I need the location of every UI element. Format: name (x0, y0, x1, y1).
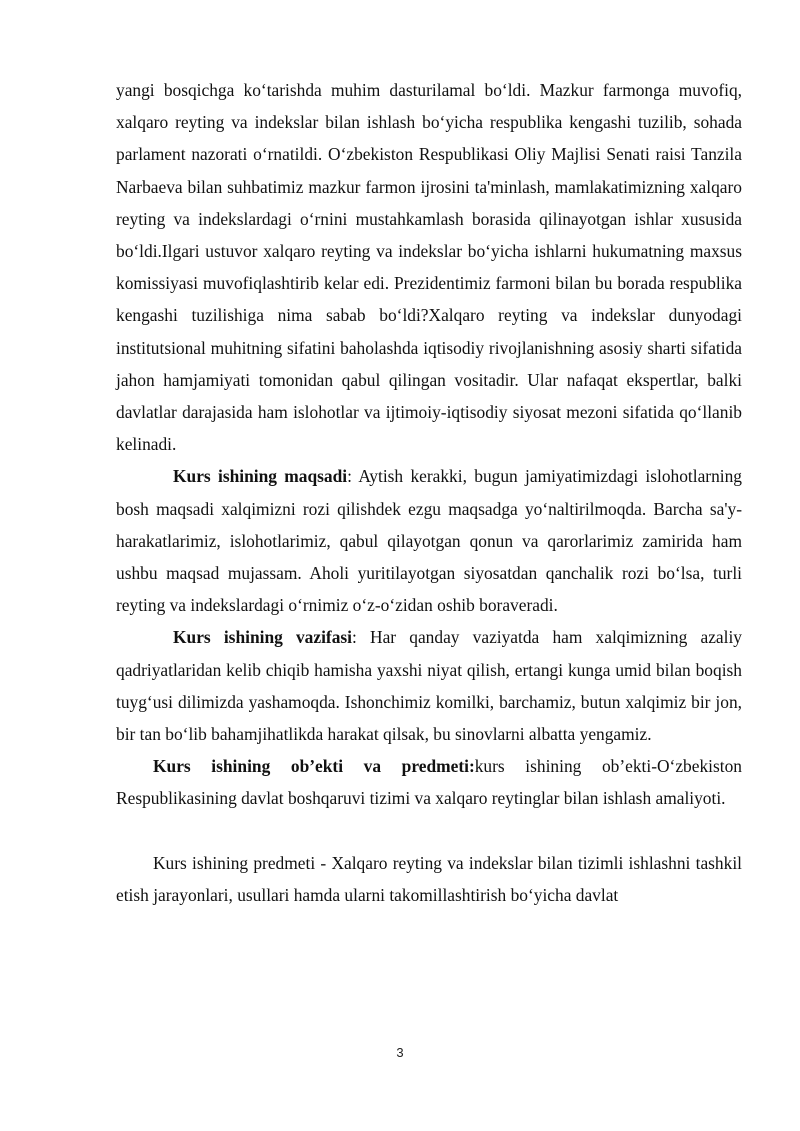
tasks-paragraph (116, 621, 742, 750)
tasks-heading: Kurs ishining vazifasi (173, 627, 353, 648)
paragraph-gap (116, 815, 742, 847)
goal-heading: Kurs ishining maqsadi (173, 466, 348, 487)
subject-paragraph: Kurs ishining predmeti - Xalqaro reyting va indekslar bilan tizimli ishlashni tashkil etish jarayonlari, usullari hamda ularni takomillashtirish bo‘yicha davlat (116, 852, 742, 905)
object-paragraph (116, 750, 742, 814)
goal-text: : Aytish kerakki, bugun jamiyatimizdagi islohotlarning bosh maqsadi xalqimizni rozi qilishdek ezgu maqsadga yo‘naltirilmoqda. Barcha sa'y-harakatlarimiz, islohotlarimiz, qabul qilayotgan qonun va qarorlarimiz zamirida ham ushbu maqsad mujassam. Aholi yuritilayotgan siyosatdan qanchalik rozi bo‘lsa, turli reyting va indekslardagi o‘rnimiz o‘z-o‘zidan oshib boraveradi. (116, 466, 742, 616)
tasks-text: : Har qanday vaziyatda ham xalqimizning azaliy qadriyatlaridan kelib chiqib hamisha yaxshi niyat qilish, ertangi kunga umid bilan boqish tuyg‘usi dilimizda yashamoqda. Ishonchimiz komilki, barchamiz, butun xalqimiz bir jon, bir tan bo‘lib bahamjihatlikda harakat qilsak, bu sinovlarni albatta yengamiz. (116, 627, 742, 745)
document-body (116, 74, 742, 911)
goal-paragraph (116, 460, 742, 621)
object-heading: Kurs ishining ob’ekti va predmeti: (153, 756, 475, 777)
object-text: kurs ishining ob’ekti-O‘zbekiston Respublikasining davlat boshqaruvi tizimi va xalqaro reytinglar bilan ishlash amaliyoti. (116, 756, 742, 809)
intro-paragraph: yangi bosqichga ko‘tarishda muhim dasturilamal bo‘ldi. Mazkur farmonga muvofiq, xalqaro reyting va indekslar bilan ishlash bo‘yicha respublika kengashi tuzilib, sohada parlament nazorati o‘rnatildi. O‘zbekiston Respublikasi Oliy Majlisi Senati raisi Tanzila Narbaeva bilan suhbatimiz mazkur farmon ijrosini ta'minlash, mamlakatimizning xalqaro reyting va indekslardagi o‘rnini mustahkamlash borasida qilinayotgan ishlar xususida bo‘ldi.Ilgari ustuvor xalqaro reyting va indekslar bo‘yicha ishlarni hukumatning maxsus komissiyasi muvofiqlashtirib kelar edi. Prezidentimiz farmoni bilan bu borada respublika kengashi tuzilishiga nima sabab bo‘ldi?Xalqaro reyting va indekslar dunyodagi institutsional muhitning sifatini baholashda iqtisodiy rivojlanishning asosiy sharti sifatida jahon hamjamiyati tomonidan qabul qilingan vositadir. Ular nafaqat ekspertlar, balki davlatlar darajasida ham islohotlar va ijtimoiy-iqtisodiy siyosat mezoni sifatida qo‘llanib kelinadi. (116, 80, 742, 455)
page-number: 3 (396, 1045, 404, 1060)
